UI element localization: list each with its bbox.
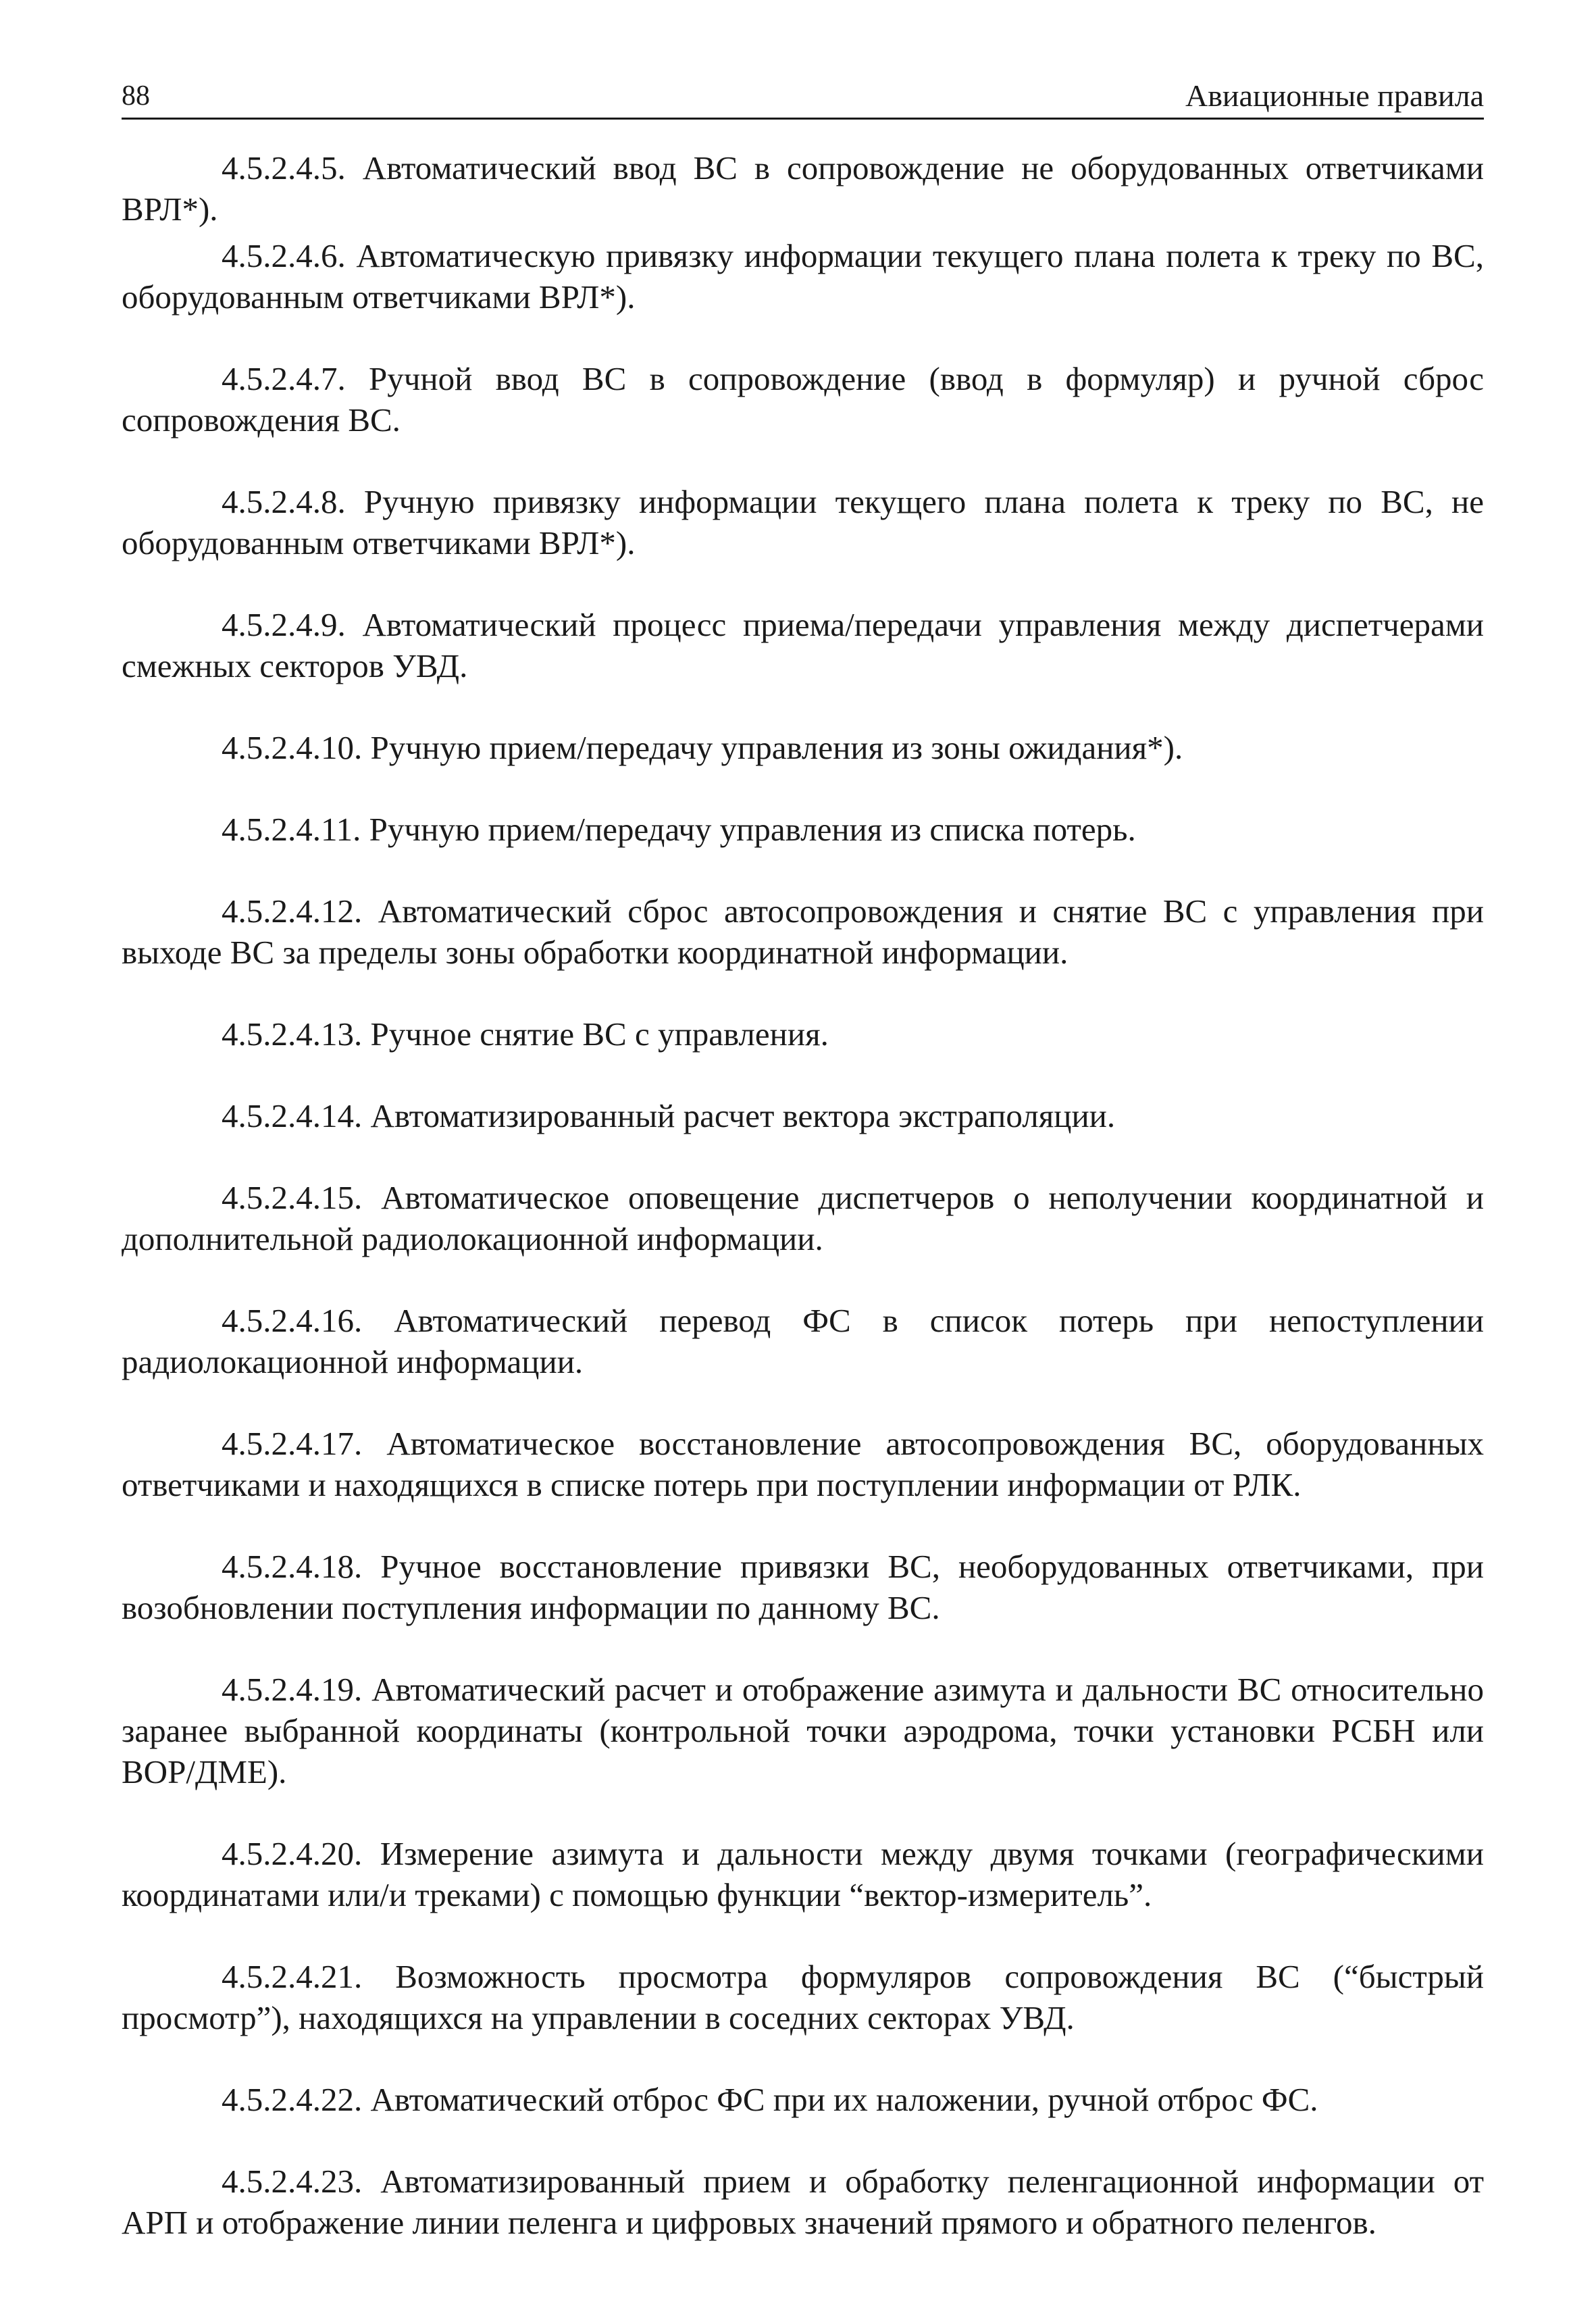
paragraph-4-5-2-4-20: 4.5.2.4.20. Измерение азимута и дальности между двумя точками (географическими координатами или/и треками) с помощью функции “вектор-измеритель”.: [122, 1835, 1484, 1913]
paragraph-4-5-2-4-9: 4.5.2.4.9. Автоматический процесс приема/передачи управления между диспетчерами смежных секторов УВД.: [122, 606, 1484, 684]
paragraph-4-5-2-4-14: 4.5.2.4.14. Автоматизированный расчет вектора экстраполяции.: [222, 1097, 1116, 1134]
paragraph-4-5-2-4-15: 4.5.2.4.15. Автоматическое оповещение диспетчеров о неполучении координатной и дополнительной радиолокационной информации.: [122, 1179, 1484, 1257]
page-number: 88: [122, 80, 150, 111]
paragraph-4-5-2-4-13: 4.5.2.4.13. Ручное снятие ВС с управления.: [222, 1015, 829, 1053]
paragraph-4-5-2-4-11: 4.5.2.4.11. Ручную прием/передачу управления из списка потерь.: [222, 811, 1136, 848]
paragraph-4-5-2-4-19: 4.5.2.4.19. Автоматический расчет и отображение азимута и дальности ВС относительно заранее выбранной координаты (контрольной точки аэродрома, точки установки РСБН или ВОР/ДМЕ).: [122, 1671, 1484, 1790]
paragraph-4-5-2-4-16: 4.5.2.4.16. Автоматический перевод ФС в список потерь при непоступлении радиолокационной информации.: [122, 1302, 1484, 1380]
paragraph-4-5-2-4-8: 4.5.2.4.8. Ручную привязку информации текущего плана полета к треку по ВС, не оборудованным ответчиками ВРЛ*).: [122, 483, 1484, 561]
paragraph-4-5-2-4-22: 4.5.2.4.22. Автоматический отброс ФС при их наложении, ручной отброс ФС.: [222, 2081, 1318, 2118]
paragraph-4-5-2-4-6: 4.5.2.4.6. Автоматическую привязку информации текущего плана полета к треку по ВС, оборудованным ответчиками ВРЛ*).: [122, 237, 1484, 316]
paragraph-4-5-2-4-7: 4.5.2.4.7. Ручной ввод ВС в сопровождение (ввод в формуляр) и ручной сброс сопровождения ВС.: [122, 360, 1484, 438]
paragraph-4-5-2-4-18: 4.5.2.4.18. Ручное восстановление привязки ВС, необорудованных ответчиками, при возобновлении поступления информации по данному ВС.: [122, 1548, 1484, 1626]
document-body: [122, 147, 1484, 2243]
header-divider: [122, 118, 1484, 120]
paragraph-4-5-2-4-5: 4.5.2.4.5. Автоматический ввод ВС в сопровождение не оборудованных ответчиками ВРЛ*).: [122, 149, 1484, 228]
paragraph-4-5-2-4-23: 4.5.2.4.23. Автоматизированный прием и обработку пеленгационной информации от АРП и отображение линии пеленга и цифровых значений прямого и обратного пеленгов.: [122, 2163, 1484, 2241]
page-header: [122, 76, 1484, 116]
paragraph-4-5-2-4-21: 4.5.2.4.21. Возможность просмотра формуляров сопровождения ВС (“быстрый просмотр”), находящихся на управлении в соседних секторах УВД.: [122, 1958, 1484, 2036]
paragraph-4-5-2-4-12: 4.5.2.4.12. Автоматический сброс автосопровождения и снятие ВС с управления при выходе ВС за пределы зоны обработки координатной информации.: [122, 892, 1484, 971]
paragraph-4-5-2-4-10: 4.5.2.4.10. Ручную прием/передачу управления из зоны ожидания*).: [222, 729, 1183, 766]
running-title: Авиационные правила: [1185, 78, 1484, 113]
paragraph-4-5-2-4-17: 4.5.2.4.17. Автоматическое восстановление автосопровождения ВС, оборудованных ответчиками и находящихся в списке потерь при поступлении информации от РЛК.: [122, 1425, 1484, 1503]
